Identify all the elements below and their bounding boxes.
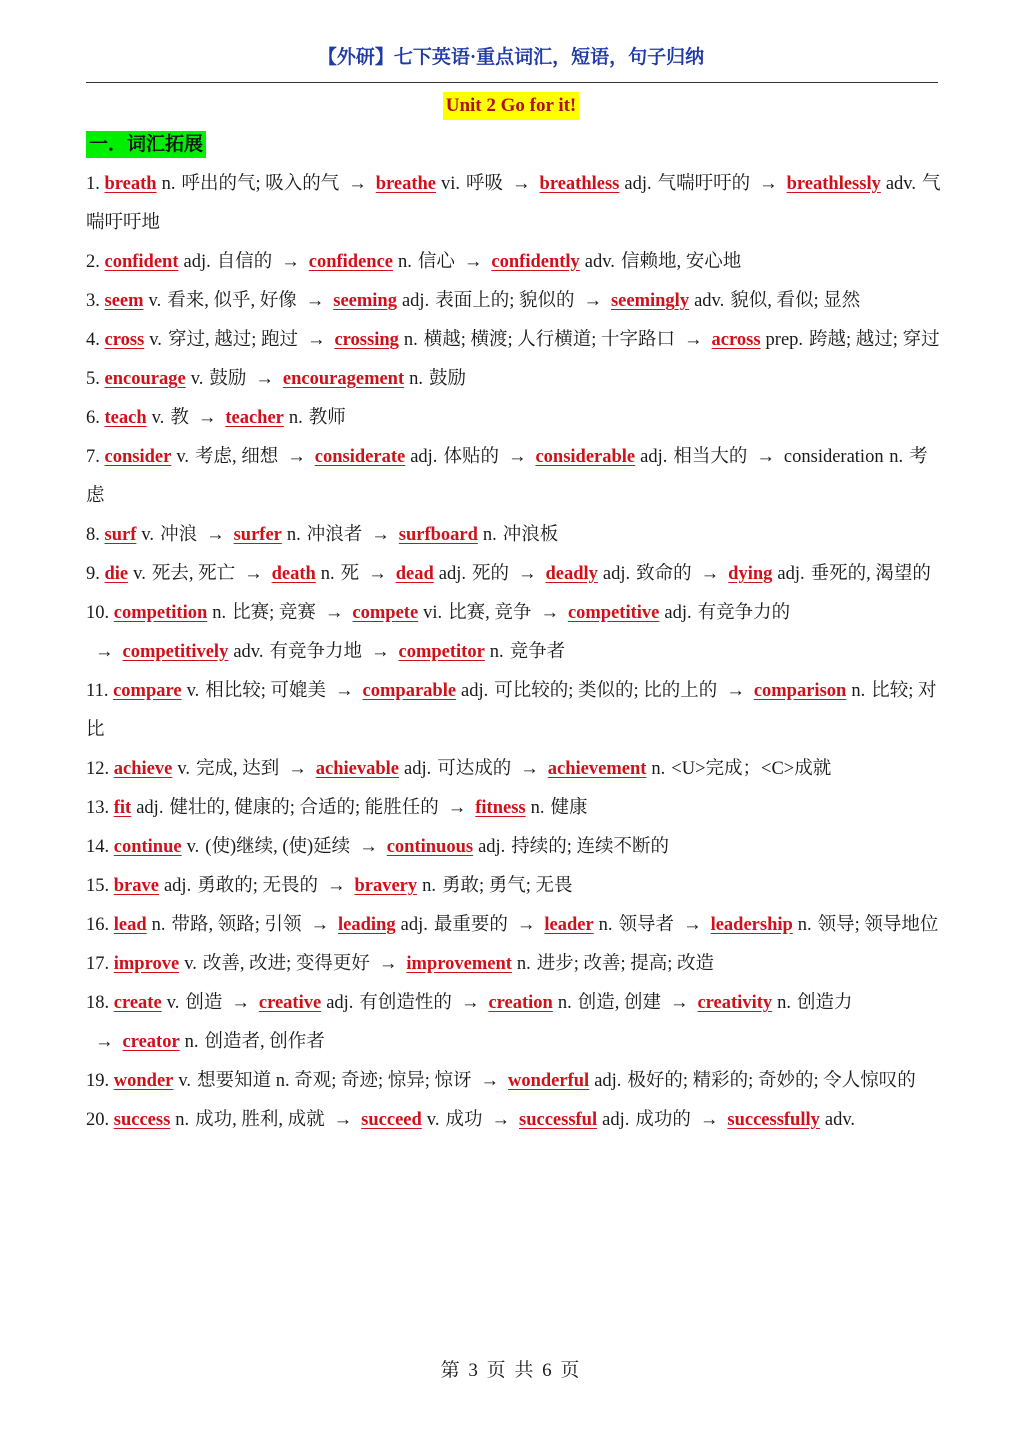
vocab-word: leader	[544, 915, 594, 935]
part-of-speech: n.	[175, 1110, 190, 1130]
vocab-word: creative	[258, 993, 322, 1013]
arrow-icon: →	[287, 447, 306, 467]
unit-title-wrap	[0, 92, 1022, 120]
part-of-speech: adv.	[824, 1110, 856, 1130]
word-meaning: 死去, 死亡	[151, 564, 236, 584]
vocab-word: surfboard	[398, 525, 478, 545]
word-meaning: 看来, 似乎, 好像	[167, 291, 297, 311]
arrow-icon: →	[197, 408, 217, 428]
word-meaning: 相比较; 可媲美	[205, 681, 327, 701]
vocab-word: confidence	[308, 252, 394, 272]
word-meaning: 完成, 达到	[196, 759, 280, 779]
vocab-word: leadership	[710, 915, 793, 935]
entry-number: 1.	[86, 174, 100, 194]
word-meaning: 呼吸	[466, 174, 504, 194]
vocab-entry	[86, 321, 942, 360]
part-of-speech: n.	[422, 876, 437, 896]
part-of-speech: adj.	[400, 915, 428, 935]
vocab-word: encouragement	[282, 369, 405, 389]
part-of-speech: n.	[151, 915, 166, 935]
part-of-speech: v.	[166, 993, 180, 1013]
part-of-speech: v.	[186, 837, 200, 857]
vocab-word: brave	[113, 876, 159, 896]
unit-title: Unit 2 Go for it!	[443, 92, 580, 120]
vocab-word: encourage	[104, 369, 186, 389]
part-of-speech: adj.	[183, 252, 211, 272]
arrow-icon: →	[683, 915, 702, 935]
arrow-icon: →	[516, 915, 536, 935]
vocab-word: breath	[104, 174, 157, 194]
word-meaning: (使)继续, (使)延续	[205, 837, 351, 857]
vocab-word: cross	[104, 330, 145, 350]
part-of-speech: n.	[286, 525, 301, 545]
vocabulary-list	[86, 165, 942, 1140]
arrow-icon: →	[756, 447, 775, 467]
entry-number: 11.	[86, 681, 109, 701]
entry-number: 20.	[86, 1110, 110, 1130]
vocab-entry	[86, 555, 942, 594]
vocab-word: competition	[113, 603, 208, 623]
word-meaning: 极好的; 精彩的; 奇妙的; 令人惊叹的	[627, 1071, 916, 1091]
vocab-entry	[86, 360, 942, 399]
part-of-speech: n.	[530, 798, 545, 818]
vocab-word: continue	[113, 837, 182, 857]
word-meaning: 领导者	[618, 915, 675, 935]
vocab-word: confidently	[491, 252, 580, 272]
word-meaning: 信心	[417, 252, 455, 272]
vocab-word: improve	[113, 954, 180, 974]
arrow-icon: →	[699, 1110, 719, 1130]
page-number: 第 3 页 共 6 页	[440, 1360, 582, 1381]
part-of-speech: n.	[777, 993, 791, 1013]
vocab-entry	[86, 282, 942, 321]
part-of-speech: v.	[186, 681, 200, 701]
vocab-word: competitor	[398, 642, 485, 662]
part-of-speech: n.	[184, 1032, 199, 1052]
word-meaning: 冲浪板	[502, 525, 559, 545]
word-meaning: 死的	[471, 564, 509, 584]
vocab-word: wonderful	[507, 1071, 590, 1091]
word-meaning: 勇敢; 勇气; 无畏	[442, 876, 573, 896]
word-meaning: 竞争者	[509, 642, 566, 662]
part-of-speech: n.	[288, 408, 303, 428]
word-meaning: 成功的	[635, 1110, 691, 1130]
vocab-entry	[86, 243, 942, 282]
vocab-word: death	[271, 564, 316, 584]
part-of-speech: adv.	[885, 174, 916, 194]
arrow-icon: →	[540, 603, 559, 623]
part-of-speech: adj.	[401, 291, 430, 311]
vocab-word: seem	[104, 291, 144, 311]
part-of-speech: adj.	[602, 1110, 630, 1130]
entry-number: 15.	[86, 876, 110, 896]
vocab-word: bravery	[354, 876, 418, 896]
vocab-entry	[86, 867, 942, 906]
part-of-speech: adj.	[438, 564, 466, 584]
entry-number: 12.	[86, 759, 110, 779]
vocab-word: create	[113, 993, 162, 1013]
arrow-icon: →	[95, 1032, 114, 1052]
word-meaning: 表面上的; 貌似的	[435, 291, 575, 311]
part-of-speech: adj.	[404, 759, 432, 779]
arrow-icon: →	[684, 330, 703, 350]
vocab-entry	[86, 516, 942, 555]
arrow-icon: →	[244, 564, 263, 584]
arrow-icon: →	[512, 174, 531, 194]
word-meaning: 成功	[445, 1110, 483, 1130]
arrow-icon: →	[324, 603, 344, 623]
entry-number: 7.	[86, 447, 100, 467]
part-of-speech: v.	[149, 330, 162, 350]
arrow-icon: →	[447, 798, 467, 818]
part-of-speech: v.	[178, 1071, 192, 1091]
entry-number: 10.	[86, 603, 110, 623]
entry-number: 16.	[86, 915, 110, 935]
part-of-speech: n.	[889, 447, 904, 467]
vocab-word: successfully	[727, 1110, 820, 1130]
arrow-icon: →	[310, 915, 330, 935]
arrow-icon: →	[726, 681, 745, 701]
arrow-icon: →	[305, 291, 325, 311]
vocab-word: considerable	[535, 447, 636, 467]
arrow-icon: →	[517, 564, 537, 584]
word-meaning: 最重要的	[433, 915, 508, 935]
part-of-speech: v.	[176, 447, 189, 467]
word-meaning: 横越; 横渡; 人行横道; 十字路口	[423, 330, 676, 350]
part-of-speech: n.	[851, 681, 866, 701]
entry-number: 2.	[86, 252, 100, 272]
vocab-word: deadly	[545, 564, 598, 584]
arrow-icon: →	[371, 525, 390, 545]
entry-number: 5.	[86, 369, 100, 389]
vocab-word: considerate	[314, 447, 406, 467]
vocab-word: compare	[113, 681, 182, 701]
vocab-word: comparison	[753, 681, 847, 701]
word-meaning: 持续的; 连续不断的	[511, 837, 670, 857]
vocab-entry	[86, 438, 942, 516]
entry-number: 14.	[86, 837, 110, 857]
part-of-speech: adj.	[478, 837, 506, 857]
vocab-word: dead	[395, 564, 434, 584]
part-of-speech: n.	[403, 330, 418, 350]
word-meaning: <U>完成；<C>成就	[671, 759, 832, 779]
page-header-title: 【外研】七下英语·重点词汇，短语，句子归纳	[317, 47, 705, 68]
part-of-speech: v.	[151, 408, 165, 428]
arrow-icon: →	[335, 681, 354, 701]
vocab-word: compete	[352, 603, 419, 623]
vocab-entry	[86, 399, 942, 438]
vocab-word: die	[104, 564, 129, 584]
arrow-icon: →	[206, 525, 225, 545]
word-meaning: 鼓励	[209, 369, 247, 389]
word-meaning: 垂死的, 渴望的	[810, 564, 931, 584]
vocab-word: creation	[488, 993, 553, 1013]
vocab-word: achievable	[315, 759, 400, 779]
word-meaning: 跨越; 越过; 穿过	[809, 330, 940, 350]
word-meaning: 气喘吁吁的	[657, 174, 751, 194]
header-divider	[86, 82, 938, 83]
entry-number: 9.	[86, 564, 100, 584]
part-of-speech: adj.	[602, 564, 631, 584]
part-of-speech: adv.	[584, 252, 615, 272]
entry-number: 18.	[86, 993, 110, 1013]
word-meaning: 致命的	[636, 564, 692, 584]
vocab-entry	[86, 828, 942, 867]
word-meaning: 比赛; 竞赛	[232, 603, 316, 623]
part-of-speech: n.	[212, 603, 227, 623]
vocab-word: consideration	[783, 447, 884, 467]
vocab-word: surf	[104, 525, 137, 545]
part-of-speech: n.	[161, 174, 176, 194]
part-of-speech: n.	[398, 252, 412, 272]
part-of-speech: n.	[598, 915, 613, 935]
entry-number: 3.	[86, 291, 100, 311]
vocab-entry	[86, 750, 942, 789]
word-meaning: 成功, 胜利, 成就	[195, 1110, 325, 1130]
vocab-entry	[86, 789, 942, 828]
part-of-speech: adj.	[640, 447, 668, 467]
vocab-word: continuous	[386, 837, 474, 857]
word-meaning: 自信的	[216, 252, 273, 272]
part-of-speech: adj.	[777, 564, 805, 584]
arrow-icon: →	[491, 1110, 510, 1130]
vocab-word: competitively	[122, 642, 229, 662]
part-of-speech: v.	[141, 525, 155, 545]
vocab-entry	[86, 1062, 942, 1101]
word-meaning: 有创造性的	[359, 993, 452, 1013]
arrow-icon: →	[583, 291, 602, 311]
word-meaning: 创造	[185, 993, 223, 1013]
vocab-word: competitive	[567, 603, 660, 623]
word-meaning: 教师	[308, 408, 346, 428]
word-meaning: 可达成的	[437, 759, 512, 779]
vocab-word: improvement	[406, 954, 512, 974]
arrow-icon: →	[480, 1071, 499, 1091]
arrow-icon: →	[306, 330, 326, 350]
word-meaning: 可比较的; 类似的; 比的上的	[494, 681, 718, 701]
word-meaning: 创造者, 创作者	[204, 1032, 325, 1052]
part-of-speech: prep.	[765, 330, 804, 350]
part-of-speech: n.	[516, 954, 531, 974]
vocab-word: success	[113, 1110, 171, 1130]
word-meaning: 体贴的	[443, 447, 499, 467]
part-of-speech: v.	[148, 291, 162, 311]
word-meaning: 鼓励	[429, 369, 467, 389]
word-meaning: 相当大的	[673, 447, 748, 467]
part-of-speech: n.	[557, 993, 572, 1013]
word-meaning: 比较; 对比	[86, 681, 937, 740]
arrow-icon: →	[378, 954, 398, 974]
entry-number: 19.	[86, 1071, 110, 1091]
entry-number: 17.	[86, 954, 110, 974]
part-of-speech: v.	[177, 759, 190, 779]
word-meaning: 勇敢的; 无畏的	[197, 876, 318, 896]
vocab-entry	[86, 945, 942, 984]
arrow-icon: →	[370, 642, 390, 662]
vocab-word: leading	[338, 915, 396, 935]
vocab-word: successful	[519, 1110, 598, 1130]
part-of-speech: adj.	[461, 681, 489, 701]
arrow-icon: →	[368, 564, 387, 584]
vocab-entry	[86, 906, 942, 945]
arrow-icon: →	[359, 837, 378, 857]
word-meaning: 有竞争力地	[269, 642, 362, 662]
vocab-entry	[86, 672, 942, 750]
arrow-icon: →	[288, 759, 307, 779]
vocab-word: creator	[122, 1032, 180, 1052]
word-meaning: 死	[340, 564, 360, 584]
part-of-speech: v.	[133, 564, 146, 584]
arrow-icon: →	[669, 993, 689, 1013]
part-of-speech: n.	[797, 915, 812, 935]
vocab-word: fit	[113, 798, 132, 818]
arrow-icon: →	[231, 993, 250, 1013]
vocab-word: succeed	[361, 1110, 422, 1130]
part-of-speech: adj.	[163, 876, 192, 896]
part-of-speech: n.	[482, 525, 497, 545]
word-meaning: 创造力	[797, 993, 853, 1013]
part-of-speech: adj.	[410, 447, 438, 467]
word-meaning: 冲浪者	[306, 525, 363, 545]
arrow-icon: →	[95, 642, 114, 662]
part-of-speech: vi.	[423, 603, 443, 623]
part-of-speech: n.	[320, 564, 335, 584]
part-of-speech: adj.	[326, 993, 354, 1013]
arrow-icon: →	[348, 174, 367, 194]
vocab-word: creativity	[697, 993, 773, 1013]
part-of-speech: vi.	[441, 174, 461, 194]
part-of-speech: v.	[184, 954, 197, 974]
vocab-word: lead	[113, 915, 147, 935]
vocab-word: wonder	[113, 1071, 174, 1091]
vocab-word: breathlessly	[786, 174, 881, 194]
vocab-word: seeming	[333, 291, 397, 311]
part-of-speech: adv.	[694, 291, 725, 311]
section-label: 一．词汇拓展	[86, 131, 206, 158]
arrow-icon: →	[700, 564, 720, 584]
word-meaning: 比赛, 竞争	[448, 603, 532, 623]
arrow-icon: →	[507, 447, 527, 467]
part-of-speech: v.	[190, 369, 204, 389]
word-meaning: 带路, 领路; 引领	[171, 915, 302, 935]
word-meaning: 考虑	[86, 447, 928, 506]
arrow-icon: →	[326, 876, 346, 896]
word-meaning: 冲浪	[160, 525, 198, 545]
vocab-word: crossing	[334, 330, 399, 350]
arrow-icon: →	[281, 252, 300, 272]
vocab-word: breathless	[539, 174, 620, 194]
vocab-entry	[86, 594, 942, 672]
arrow-icon: →	[759, 174, 778, 194]
arrow-icon: →	[460, 993, 480, 1013]
word-meaning: 领导; 领导地位	[817, 915, 939, 935]
vocab-entry	[86, 984, 942, 1062]
part-of-speech: n.	[409, 369, 424, 389]
word-meaning: 信赖地, 安心地	[620, 252, 742, 272]
entry-number: 8.	[86, 525, 100, 545]
vocab-word: confident	[104, 252, 179, 272]
part-of-speech: adv.	[233, 642, 264, 662]
vocab-entry	[86, 165, 942, 243]
vocab-word: fitness	[475, 798, 526, 818]
part-of-speech: v.	[426, 1110, 440, 1130]
vocab-word: teach	[104, 408, 147, 428]
vocab-entry	[86, 1101, 942, 1140]
entry-number: 13.	[86, 798, 110, 818]
vocab-word: seemingly	[610, 291, 690, 311]
vocab-word: teacher	[225, 408, 284, 428]
word-meaning: 貌似, 看似; 显然	[730, 291, 861, 311]
vocab-word: comparable	[362, 681, 457, 701]
word-meaning: 穿过, 越过; 跑过	[167, 330, 298, 350]
vocab-word: surfer	[233, 525, 282, 545]
word-meaning: 改善, 改进; 变得更好	[202, 954, 370, 974]
word-meaning: 健康	[550, 798, 588, 818]
vocab-word: breathe	[375, 174, 437, 194]
vocab-word: dying	[728, 564, 773, 584]
vocab-word: consider	[104, 447, 172, 467]
arrow-icon: →	[333, 1110, 353, 1130]
part-of-speech: adj.	[136, 798, 164, 818]
vocab-word: across	[711, 330, 761, 350]
word-meaning: 有竞争力的	[697, 603, 791, 623]
part-of-speech: n.	[489, 642, 504, 662]
arrow-icon: →	[255, 369, 274, 389]
word-meaning: 教	[170, 408, 189, 428]
word-meaning: 创造, 创建	[577, 993, 661, 1013]
word-meaning: 呼出的气; 吸入的气	[181, 174, 340, 194]
part-of-speech: n.	[651, 759, 666, 779]
entry-number: 6.	[86, 408, 100, 428]
vocab-word: achievement	[547, 759, 647, 779]
part-of-speech: adj.	[594, 1071, 622, 1091]
part-of-speech: adj.	[624, 174, 652, 194]
part-of-speech: adj.	[664, 603, 692, 623]
word-meaning: 气喘吁吁地	[86, 174, 941, 233]
entry-number: 4.	[86, 330, 100, 350]
word-meaning: 健壮的, 健康的; 合适的; 能胜任的	[169, 798, 439, 818]
arrow-icon: →	[463, 252, 483, 272]
vocab-word: achieve	[113, 759, 173, 779]
word-meaning: 考虑, 细想	[195, 447, 279, 467]
word-meaning: 进步; 改善; 提高; 改造	[536, 954, 715, 974]
arrow-icon: →	[520, 759, 539, 779]
word-meaning: 想要知道 n. 奇观; 奇迹; 惊异; 惊讶	[197, 1071, 472, 1091]
